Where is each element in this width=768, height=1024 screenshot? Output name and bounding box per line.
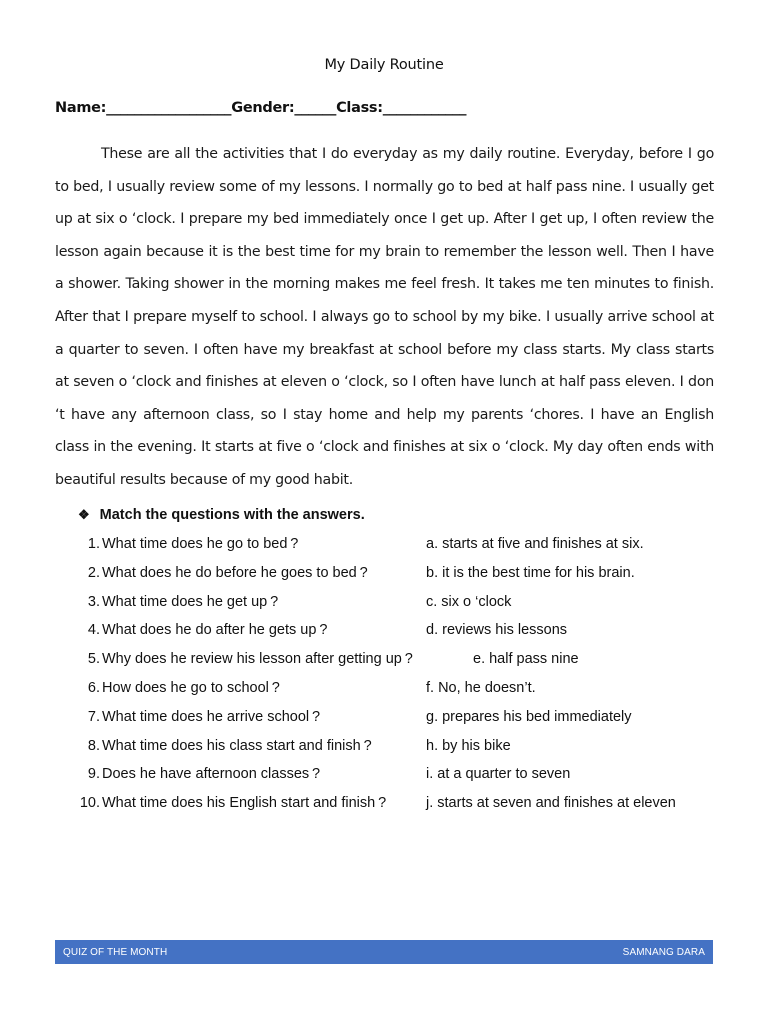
answer-text: h. by his bike [426, 737, 511, 754]
answer-text: b. it is the best time for his brain. [426, 564, 635, 581]
question-text: What does he do before he goes to bed ? [102, 564, 368, 581]
question-text: Why does he review his lesson after getting up ? [102, 651, 413, 668]
list-item [78, 534, 718, 563]
diamond-bullet-icon: ❖ [78, 507, 90, 522]
list-item [78, 678, 718, 707]
instruction [78, 507, 365, 523]
answer-text: i. at a quarter to seven [426, 766, 571, 783]
page-title: My Daily Routine [324, 57, 444, 73]
answer-text: g. prepares his bed immediately [426, 708, 632, 725]
question-text: What time does his class start and finish ? [102, 737, 372, 754]
question-text: What time does he get up ? [102, 593, 279, 610]
list-item [78, 649, 718, 678]
answer-text: d. reviews his lessons [426, 622, 568, 639]
list-item [78, 793, 718, 822]
question-list [78, 534, 718, 822]
question-number: 7. [87, 708, 100, 725]
question-number: 5. [87, 651, 100, 668]
question-text: Does he have afternoon classes ? [102, 766, 321, 783]
footer-right-text: SAMNANG DARA [622, 946, 705, 958]
question-text: How does he go to school ? [102, 679, 280, 696]
reading-paragraph: These are all the activities that I do everyday as my daily routine. Everyday, before I go to bed, I usually review some of my lessons. I normally go to bed at half pass nine. I usually get up at six o ‘clock. I prepare my bed immediately once I get up. After I get up, I often review the lesson again because it is the best time for my brain to remember the lesson well. Then I have a shower. Taking shower in the morning makes me feel fresh. It takes me ten minutes to finish. After that I prepare myself to school. I always go to school by my bike. I usually arrive school at a quarter to seven. I often have my breakfast at school before my class starts. My class starts at seven o ‘clock and finishes at eleven o ‘clock, so I often have lunch at half pass eleven. I don ‘t have any afternoon class, so I stay home and help my parents ‘chores. I have an English class in the evening. It starts at five o ‘clock and finishes at six o ‘clock. My day often ends with beautiful results because of my good habit. [55, 146, 714, 488]
question-number: 6. [87, 679, 100, 696]
question-number: 3. [87, 593, 100, 610]
list-item [78, 563, 718, 592]
list-item [78, 620, 718, 649]
answer-text: c. six o ‘clock [426, 593, 512, 610]
instruction-text: Match the questions with the answers. [99, 507, 365, 523]
answer-text: f. No, he doesn’t. [426, 679, 536, 696]
question-number: 10. [79, 795, 100, 812]
footer-left-text: QUIZ OF THE MONTH [63, 946, 168, 958]
answer-text: e. half pass nine [473, 651, 579, 668]
list-item [78, 736, 718, 765]
answer-text: a. starts at five and finishes at six. [426, 536, 644, 552]
question-number: 4. [87, 622, 100, 639]
question-number: 2. [87, 564, 100, 581]
question-number: 8. [87, 737, 100, 754]
question-text: What time does his English start and finish ? [102, 795, 387, 812]
list-item [78, 592, 718, 621]
student-info-line: Name:__________________Gender:______Class:____________ [55, 100, 467, 116]
question-number: 9. [87, 766, 100, 783]
question-number: 1. [87, 536, 100, 552]
question-text: What does he do after he gets up ? [102, 622, 328, 639]
list-item [78, 764, 718, 793]
footer-bar [55, 940, 713, 964]
question-text: What time does he arrive school ? [102, 708, 321, 725]
list-item [78, 707, 718, 736]
question-text: What time does he go to bed ? [102, 536, 299, 552]
answer-text: j. starts at seven and finishes at eleven [426, 795, 676, 812]
